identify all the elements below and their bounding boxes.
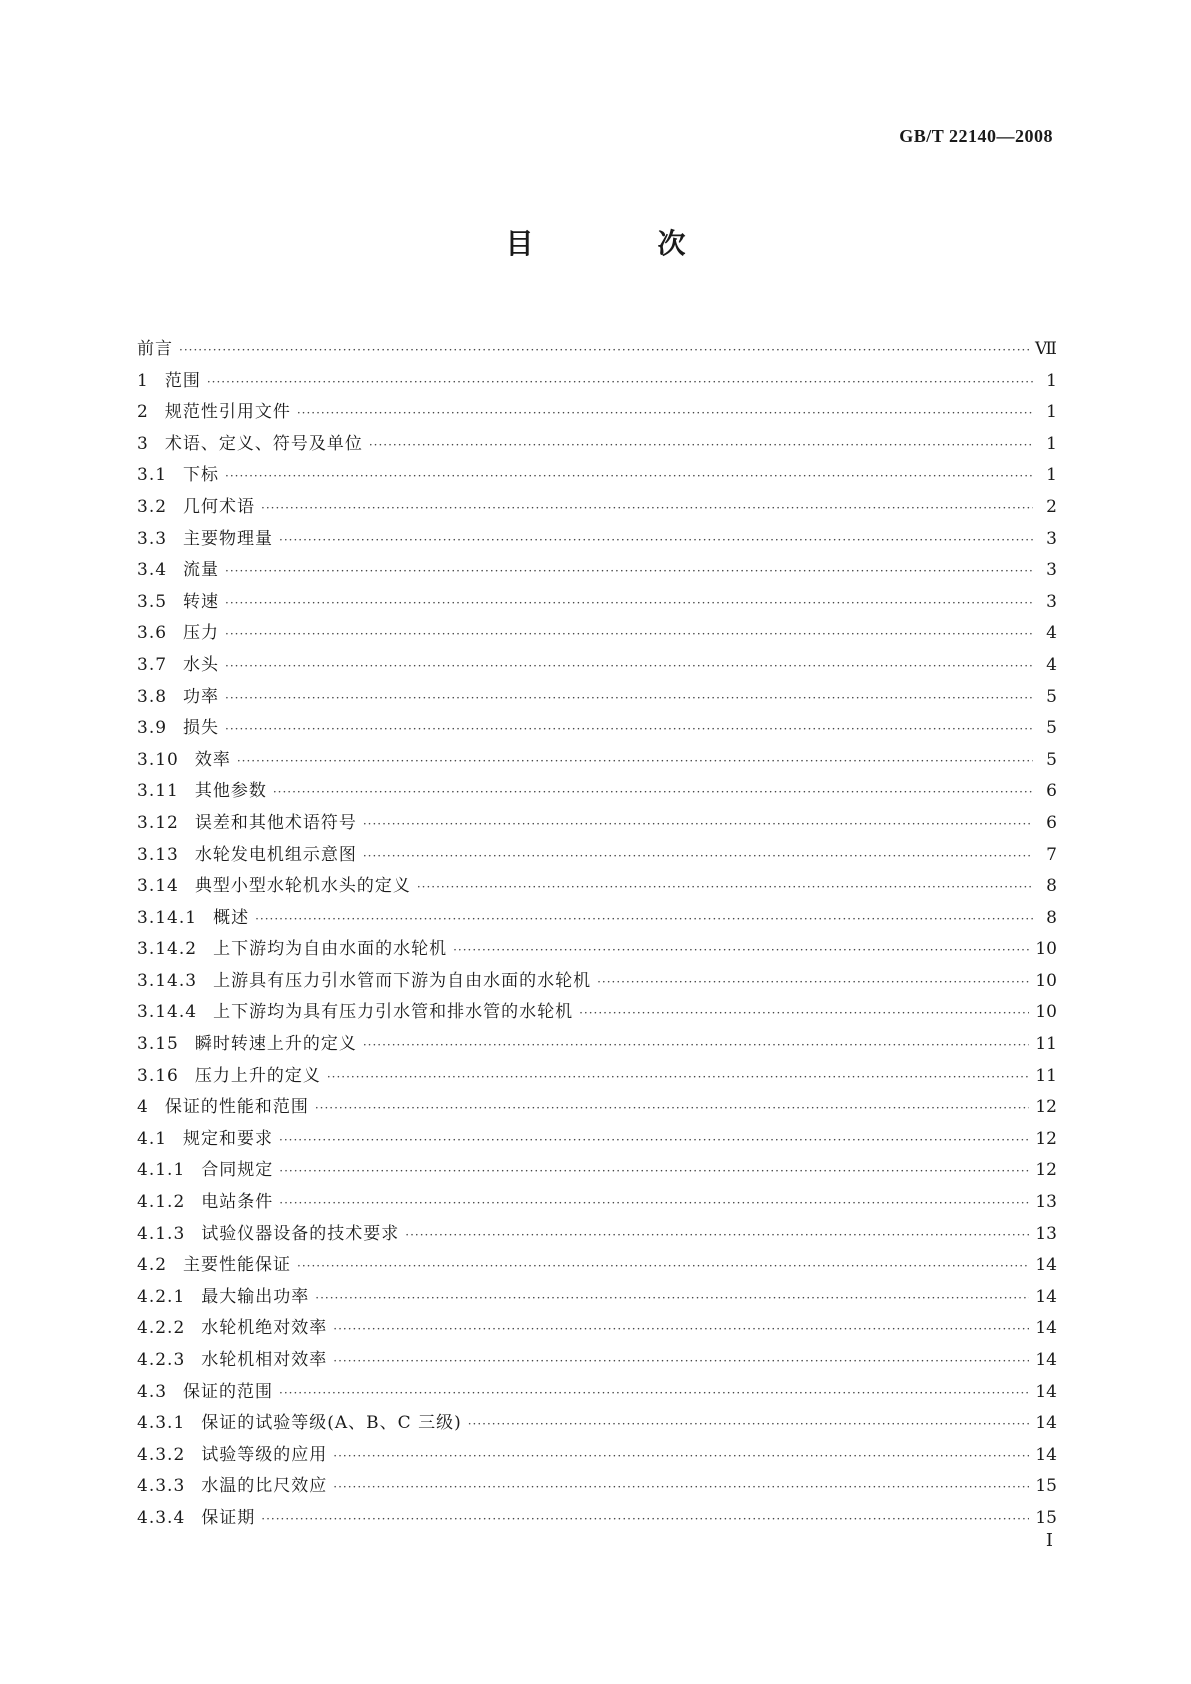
toc-dot-leader bbox=[315, 1101, 1030, 1115]
toc-entry-label: 转速 bbox=[183, 591, 220, 612]
toc-entry-number: 3.15 bbox=[137, 1034, 179, 1055]
toc-entry-number: 3.14 bbox=[137, 876, 179, 897]
toc-entry[interactable] bbox=[137, 1503, 1057, 1535]
toc-entry-label: 功率 bbox=[183, 686, 220, 707]
toc-dot-leader bbox=[225, 469, 1033, 483]
toc-entry-number: 3.4 bbox=[137, 560, 168, 581]
toc-dot-leader bbox=[179, 343, 1029, 357]
toc-entry-number: 2 bbox=[137, 402, 149, 423]
toc-dot-leader bbox=[261, 1512, 1029, 1526]
toc-entry-number: 4.2.3 bbox=[137, 1350, 186, 1370]
toc-dot-leader bbox=[279, 1196, 1029, 1210]
toc-dot-leader bbox=[597, 975, 1029, 989]
table-of-contents bbox=[137, 334, 1057, 1535]
toc-entry-label: 试验等级的应用 bbox=[201, 1444, 328, 1465]
toc-entry-page: 1 bbox=[1046, 370, 1057, 391]
toc-entry[interactable] bbox=[137, 1124, 1057, 1156]
toc-dot-leader bbox=[297, 406, 1033, 420]
toc-entry[interactable] bbox=[137, 366, 1057, 398]
toc-entry-label: 保证的试验等级(A、B、C 三级) bbox=[201, 1413, 462, 1434]
toc-entry[interactable] bbox=[137, 650, 1057, 682]
toc-entry-label: 保证的范围 bbox=[183, 1381, 274, 1402]
toc-entry-page: 14 bbox=[1035, 1444, 1057, 1465]
toc-entry[interactable] bbox=[137, 460, 1057, 492]
toc-dot-leader bbox=[255, 912, 1033, 926]
toc-entry-page: 5 bbox=[1046, 686, 1057, 707]
toc-entry[interactable] bbox=[137, 840, 1057, 872]
page-title: 目 次 bbox=[505, 227, 734, 260]
toc-entry-page: 15 bbox=[1035, 1507, 1057, 1528]
toc-entry-page: 14 bbox=[1035, 1318, 1057, 1339]
toc-entry-number: 3.3 bbox=[137, 528, 168, 549]
toc-entry-number: 4.3 bbox=[137, 1381, 168, 1402]
toc-entry[interactable] bbox=[137, 1029, 1057, 1061]
toc-entry-page: 5 bbox=[1046, 749, 1057, 770]
toc-entry[interactable] bbox=[137, 618, 1057, 650]
toc-entry[interactable] bbox=[137, 397, 1057, 429]
toc-entry[interactable] bbox=[137, 1471, 1057, 1503]
toc-entry-number: 4 bbox=[137, 1097, 149, 1118]
toc-entry-page: 3 bbox=[1046, 591, 1057, 612]
toc-entry-number: 4.3.4 bbox=[137, 1507, 186, 1528]
toc-entry-page: 4 bbox=[1046, 654, 1057, 675]
toc-dot-leader bbox=[279, 1386, 1029, 1400]
toc-entry[interactable] bbox=[137, 1250, 1057, 1282]
toc-entry-page: 14 bbox=[1035, 1286, 1057, 1307]
toc-entry-page: 8 bbox=[1046, 907, 1057, 928]
toc-dot-leader bbox=[369, 438, 1033, 452]
toc-entry-page: 14 bbox=[1035, 1413, 1057, 1434]
toc-dot-leader bbox=[468, 1417, 1030, 1431]
toc-dot-leader bbox=[315, 1291, 1029, 1305]
toc-entry-label: 上下游均为具有压力引水管和排水管的水轮机 bbox=[213, 1002, 574, 1023]
toc-dot-leader bbox=[273, 785, 1033, 799]
toc-entry-number: 3.7 bbox=[137, 654, 168, 675]
toc-entry-page: 14 bbox=[1035, 1350, 1057, 1370]
toc-dot-leader bbox=[279, 533, 1033, 547]
toc-entry[interactable] bbox=[137, 934, 1057, 966]
toc-dot-leader bbox=[363, 817, 1033, 831]
toc-dot-leader bbox=[333, 1480, 1029, 1494]
toc-entry-label: 水轮机绝对效率 bbox=[201, 1318, 328, 1339]
toc-dot-leader bbox=[333, 1449, 1029, 1463]
toc-entry[interactable] bbox=[137, 1345, 1057, 1377]
toc-entry-number: 4.2.1 bbox=[137, 1286, 186, 1307]
toc-entry-number: 3.1 bbox=[137, 465, 168, 486]
toc-entry[interactable] bbox=[137, 1377, 1057, 1409]
toc-entry[interactable] bbox=[137, 492, 1057, 524]
toc-entry-number: 3.13 bbox=[137, 844, 179, 865]
toc-entry-label: 其他参数 bbox=[194, 781, 267, 802]
toc-entry-number: 3 bbox=[137, 433, 149, 454]
toc-entry-page: Ⅶ bbox=[1035, 339, 1057, 359]
toc-entry[interactable] bbox=[137, 587, 1057, 619]
toc-entry-label: 压力上升的定义 bbox=[194, 1065, 321, 1086]
toc-entry-number: 4.1 bbox=[137, 1128, 168, 1149]
toc-entry-page: 5 bbox=[1046, 718, 1057, 739]
toc-dot-leader bbox=[327, 1070, 1030, 1084]
toc-entry-number: 3.6 bbox=[137, 623, 168, 644]
toc-entry-label: 保证期 bbox=[201, 1507, 256, 1528]
toc-dot-leader bbox=[363, 849, 1033, 863]
toc-entry-label: 规定和要求 bbox=[183, 1128, 274, 1149]
toc-entry-number: 4.1.1 bbox=[137, 1160, 186, 1181]
toc-entry-page: 4 bbox=[1046, 623, 1057, 644]
toc-dot-leader bbox=[225, 691, 1033, 705]
toc-entry-label: 水轮机相对效率 bbox=[201, 1350, 328, 1370]
toc-entry[interactable] bbox=[137, 871, 1057, 903]
toc-entry[interactable] bbox=[137, 713, 1057, 745]
toc-entry[interactable] bbox=[137, 776, 1057, 808]
toc-entry-label: 电站条件 bbox=[201, 1192, 274, 1213]
toc-entry-label: 概述 bbox=[213, 907, 250, 928]
toc-entry-page: 7 bbox=[1046, 844, 1057, 865]
toc-entry[interactable] bbox=[137, 1092, 1057, 1124]
toc-entry-label: 水头 bbox=[183, 654, 220, 675]
toc-entry-page: 12 bbox=[1035, 1160, 1057, 1181]
toc-entry-label: 下标 bbox=[183, 465, 220, 486]
toc-entry-page: 3 bbox=[1046, 528, 1057, 549]
toc-entry-number: 3.10 bbox=[137, 749, 179, 770]
toc-entry-page: 14 bbox=[1035, 1255, 1057, 1276]
toc-entry-label: 上游具有压力引水管而下游为自由水面的水轮机 bbox=[213, 970, 592, 991]
toc-dot-leader bbox=[225, 596, 1033, 610]
toc-dot-leader bbox=[225, 564, 1033, 578]
toc-entry-page: 2 bbox=[1046, 496, 1057, 517]
toc-entry-label: 流量 bbox=[183, 560, 220, 581]
toc-entry-label: 几何术语 bbox=[183, 496, 256, 517]
toc-entry-page: 1 bbox=[1046, 433, 1057, 454]
toc-entry-page: 12 bbox=[1035, 1128, 1057, 1149]
toc-entry[interactable] bbox=[137, 1313, 1057, 1345]
toc-entry-label: 水温的比尺效应 bbox=[201, 1476, 328, 1497]
toc-entry-label: 前言 bbox=[137, 339, 173, 359]
toc-entry[interactable] bbox=[137, 429, 1057, 461]
toc-entry[interactable] bbox=[137, 1155, 1057, 1187]
toc-entry[interactable] bbox=[137, 745, 1057, 777]
toc-entry-label: 规范性引用文件 bbox=[164, 402, 291, 423]
standard-code: GB/T 22140—2008 bbox=[899, 126, 1053, 146]
toc-entry-number: 4.3.1 bbox=[137, 1413, 186, 1434]
toc-dot-leader bbox=[579, 1006, 1029, 1020]
toc-entry-page: 10 bbox=[1035, 970, 1057, 991]
toc-entry-label: 范围 bbox=[164, 370, 201, 391]
toc-entry[interactable] bbox=[137, 1187, 1057, 1219]
toc-dot-leader bbox=[453, 943, 1029, 957]
toc-entry[interactable] bbox=[137, 1061, 1057, 1093]
toc-entry-label: 试验仪器设备的技术要求 bbox=[201, 1223, 400, 1244]
toc-dot-leader bbox=[279, 1133, 1029, 1147]
toc-entry-number: 3.12 bbox=[137, 812, 179, 833]
toc-entry-page: 6 bbox=[1046, 781, 1057, 802]
toc-entry-page: 8 bbox=[1046, 876, 1057, 897]
toc-entry[interactable] bbox=[137, 555, 1057, 587]
toc-entry[interactable] bbox=[137, 966, 1057, 998]
toc-entry-label: 压力 bbox=[183, 623, 220, 644]
toc-entry[interactable] bbox=[137, 903, 1057, 935]
toc-entry[interactable] bbox=[137, 808, 1057, 840]
toc-entry-number: 3.8 bbox=[137, 686, 168, 707]
toc-dot-leader bbox=[279, 1164, 1029, 1178]
toc-entry-page: 1 bbox=[1046, 465, 1057, 486]
toc-entry-label: 上下游均为自由水面的水轮机 bbox=[213, 939, 448, 960]
toc-entry-page: 10 bbox=[1035, 1002, 1057, 1023]
toc-entry-number: 3.11 bbox=[137, 781, 179, 802]
toc-dot-leader bbox=[225, 659, 1033, 673]
toc-entry-number: 4.3.2 bbox=[137, 1444, 186, 1465]
toc-dot-leader bbox=[297, 1259, 1029, 1273]
toc-entry-number: 4.2 bbox=[137, 1255, 168, 1276]
toc-entry-number: 3.9 bbox=[137, 718, 168, 739]
toc-dot-leader bbox=[237, 754, 1033, 768]
toc-entry-page: 11 bbox=[1035, 1065, 1057, 1086]
toc-entry[interactable] bbox=[137, 682, 1057, 714]
toc-entry-label: 术语、定义、符号及单位 bbox=[164, 433, 363, 454]
toc-entry[interactable] bbox=[137, 334, 1057, 366]
toc-entry[interactable] bbox=[137, 1282, 1057, 1314]
toc-entry-page: 13 bbox=[1035, 1223, 1057, 1244]
page-number: I bbox=[1045, 1530, 1053, 1551]
toc-entry[interactable] bbox=[137, 997, 1057, 1029]
toc-entry-number: 3.14.3 bbox=[137, 970, 198, 991]
toc-dot-leader bbox=[225, 722, 1033, 736]
toc-entry-number: 3.14.4 bbox=[137, 1002, 198, 1023]
toc-entry-number: 3.2 bbox=[137, 496, 168, 517]
toc-dot-leader bbox=[363, 1038, 1030, 1052]
toc-entry-label: 典型小型水轮机水头的定义 bbox=[194, 876, 411, 897]
toc-entry-page: 10 bbox=[1035, 939, 1057, 960]
toc-entry[interactable] bbox=[137, 524, 1057, 556]
toc-entry-page: 15 bbox=[1035, 1476, 1057, 1497]
toc-entry-number: 1 bbox=[137, 370, 149, 391]
toc-entry[interactable] bbox=[137, 1440, 1057, 1472]
toc-entry-number: 3.16 bbox=[137, 1065, 179, 1086]
toc-entry-label: 损失 bbox=[183, 718, 220, 739]
toc-entry-label: 保证的性能和范围 bbox=[164, 1097, 309, 1118]
toc-dot-leader bbox=[333, 1354, 1029, 1368]
toc-entry-page: 14 bbox=[1035, 1381, 1057, 1402]
toc-entry-page: 1 bbox=[1046, 402, 1057, 423]
toc-dot-leader bbox=[207, 375, 1033, 389]
toc-entry-page: 11 bbox=[1035, 1034, 1057, 1055]
toc-entry[interactable] bbox=[137, 1219, 1057, 1251]
toc-entry-number: 4.2.2 bbox=[137, 1318, 186, 1339]
toc-entry-label: 瞬时转速上升的定义 bbox=[194, 1034, 357, 1055]
toc-dot-leader bbox=[405, 1228, 1029, 1242]
toc-entry-number: 3.5 bbox=[137, 591, 168, 612]
toc-dot-leader bbox=[333, 1322, 1029, 1336]
toc-entry-label: 效率 bbox=[194, 749, 231, 770]
toc-dot-leader bbox=[261, 501, 1033, 515]
toc-entry-number: 4.1.2 bbox=[137, 1192, 186, 1213]
toc-entry-number: 3.14.2 bbox=[137, 939, 198, 960]
toc-entry-page: 13 bbox=[1035, 1192, 1057, 1213]
toc-entry-page: 3 bbox=[1046, 560, 1057, 581]
toc-entry-label: 合同规定 bbox=[201, 1160, 274, 1181]
toc-entry-page: 12 bbox=[1035, 1097, 1057, 1118]
toc-entry-label: 主要物理量 bbox=[183, 528, 274, 549]
toc-entry-page: 6 bbox=[1046, 812, 1057, 833]
toc-dot-leader bbox=[417, 880, 1033, 894]
toc-entry-label: 最大输出功率 bbox=[201, 1286, 310, 1307]
toc-entry-label: 主要性能保证 bbox=[183, 1255, 292, 1276]
toc-entry-number: 4.3.3 bbox=[137, 1476, 186, 1497]
toc-entry[interactable] bbox=[137, 1408, 1057, 1440]
toc-entry-label: 误差和其他术语符号 bbox=[194, 812, 357, 833]
toc-entry-number: 4.1.3 bbox=[137, 1223, 186, 1244]
toc-entry-number: 3.14.1 bbox=[137, 907, 198, 928]
toc-entry-label: 水轮发电机组示意图 bbox=[194, 844, 357, 865]
toc-dot-leader bbox=[225, 627, 1033, 641]
